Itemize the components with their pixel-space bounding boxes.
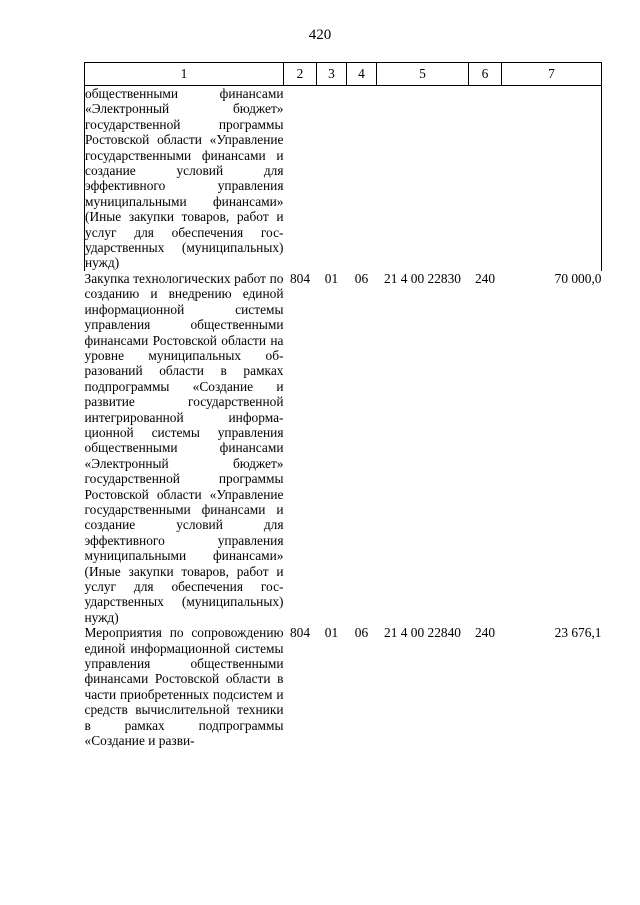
row-code-ministry: 804 <box>289 270 311 286</box>
page-number: 420 <box>308 27 332 43</box>
row-code-expense-type <box>469 86 502 271</box>
row-code-section <box>317 86 347 271</box>
column-header-7: 7 <box>502 63 602 86</box>
row-code-subsection: 06 <box>354 625 369 641</box>
budget-table <box>84 62 602 748</box>
row-code-expense-type: 240 <box>474 270 496 286</box>
row-code-expense-type: 240 <box>474 625 496 641</box>
column-header-2: 2 <box>284 63 317 86</box>
table-row <box>85 86 602 271</box>
row-amount <box>502 86 602 271</box>
table-row <box>85 625 602 748</box>
column-header-3: 3 <box>317 63 347 86</box>
row-code-target <box>377 86 469 271</box>
column-header-6: 6 <box>469 63 502 86</box>
row-code-ministry <box>284 86 317 271</box>
column-header-1: 1 <box>85 63 284 86</box>
row-name: Закупка технологических работ по созданию и внедрению единой информационной системы управления общественными финансами Ростовской области на уровне муниципальных образований области в рамках подпрограммы «Создание и развитие государственной интегрированной информационной системы управления общественными финансами «Электронный бюджет» государственной программы Ростовской области «Управление государственными финансами и создание условий для эффективного управления муниципальными финансами» (Иные закупки товаров, работ и услуг для обеспечения государственных (муниципальных) нужд) <box>84 270 284 625</box>
row-code-subsection <box>347 86 377 271</box>
row-code-target: 21 4 00 22830 <box>384 270 461 286</box>
row-code-ministry: 804 <box>289 625 311 641</box>
table-row <box>85 271 602 625</box>
row-code-subsection: 06 <box>354 270 369 286</box>
column-header-5: 5 <box>377 63 469 86</box>
row-code-section: 01 <box>324 270 339 286</box>
row-name: общественными финансами «Электронный бюджет» государственной программы Ростовской области «Управление государственными финансами и создание условий для эффективного управления муниципальными финансами» (Иные закупки товаров, работ и услуг для обеспечения государственных (муниципальных) нужд) <box>85 86 284 271</box>
table-header-row <box>85 63 602 86</box>
column-header-4: 4 <box>347 63 377 86</box>
row-amount: 23 676,1 <box>554 625 602 641</box>
row-code-section: 01 <box>324 625 339 641</box>
row-code-target: 21 4 00 22840 <box>384 625 461 641</box>
row-name: Мероприятия по сопровождению единой информационной системы управления общественными финансами Ростовской области в части приобретенных подсистем и средств вычислительной техники в рамках подпрограммы «Создание и разви- <box>84 625 284 749</box>
row-amount: 70 000,0 <box>554 270 602 286</box>
